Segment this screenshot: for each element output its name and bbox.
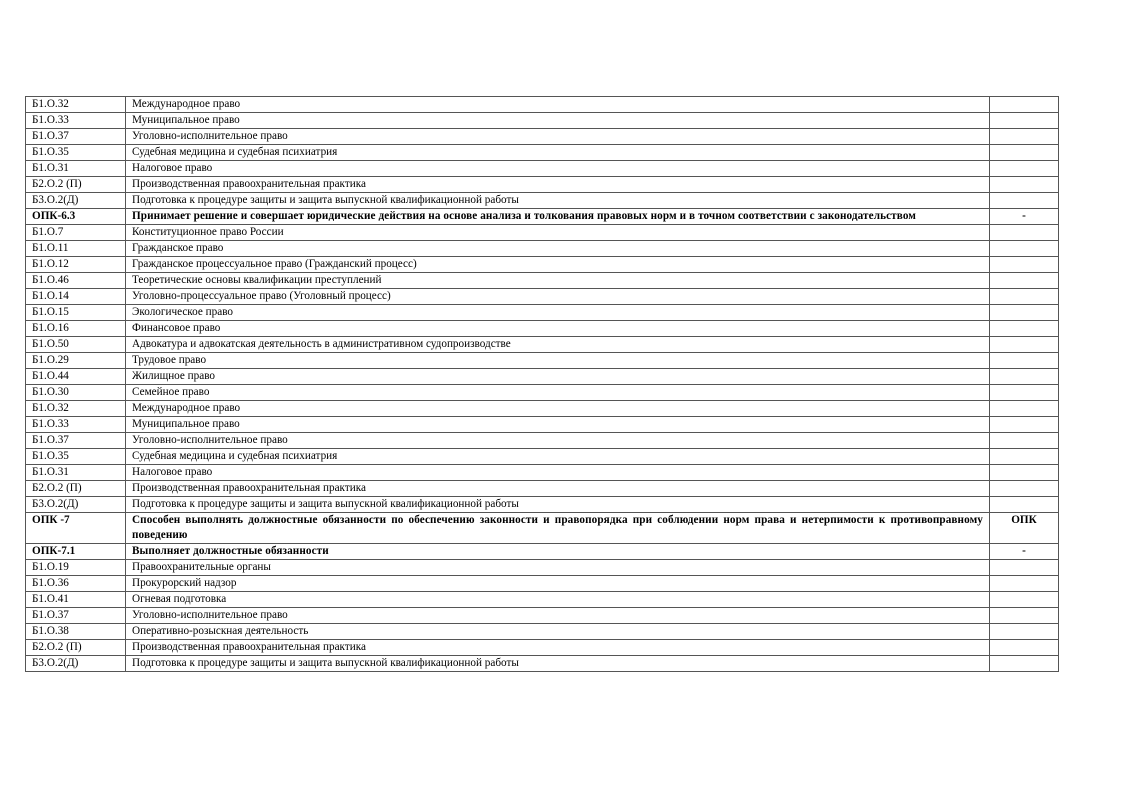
table-body: [26, 97, 1059, 672]
discipline-row: [26, 113, 1059, 129]
row-mark: [990, 97, 1059, 113]
row-mark: -: [990, 544, 1059, 560]
row-code: Б1.О.35: [26, 145, 126, 161]
discipline-row: [26, 433, 1059, 449]
row-code: Б1.О.7: [26, 225, 126, 241]
row-name: Судебная медицина и судебная психиатрия: [126, 449, 990, 465]
row-code: Б1.О.50: [26, 337, 126, 353]
row-name: Международное право: [126, 97, 990, 113]
row-code: Б1.О.12: [26, 257, 126, 273]
row-mark: [990, 161, 1059, 177]
row-mark: [990, 465, 1059, 481]
row-name: Подготовка к процедуре защиты и защита выпускной квалификационной работы: [126, 193, 990, 209]
row-name: Уголовно-процессуальное право (Уголовный процесс): [126, 289, 990, 305]
row-mark: [990, 225, 1059, 241]
row-name: Уголовно-исполнительное право: [126, 129, 990, 145]
row-mark: [990, 241, 1059, 257]
discipline-row: [26, 656, 1059, 672]
row-name: Уголовно-исполнительное право: [126, 608, 990, 624]
row-code: Б2.О.2 (П): [26, 177, 126, 193]
row-mark: [990, 560, 1059, 576]
row-code: Б1.О.16: [26, 321, 126, 337]
row-code: Б1.О.37: [26, 608, 126, 624]
row-name: Подготовка к процедуре защиты и защита выпускной квалификационной работы: [126, 656, 990, 672]
row-name: Гражданское процессуальное право (Гражданский процесс): [126, 257, 990, 273]
discipline-row: [26, 289, 1059, 305]
row-mark: [990, 369, 1059, 385]
row-name: Экологическое право: [126, 305, 990, 321]
row-code: Б1.О.30: [26, 385, 126, 401]
row-code: Б1.О.37: [26, 433, 126, 449]
discipline-row: [26, 608, 1059, 624]
row-name: Правоохранительные органы: [126, 560, 990, 576]
row-mark: -: [990, 209, 1059, 225]
row-mark: [990, 129, 1059, 145]
row-code: Б1.О.37: [26, 129, 126, 145]
row-mark: [990, 576, 1059, 592]
row-code: Б1.О.32: [26, 401, 126, 417]
discipline-row: [26, 161, 1059, 177]
row-code: Б1.О.15: [26, 305, 126, 321]
competency-row: [26, 513, 1059, 544]
row-mark: [990, 624, 1059, 640]
row-name: Жилищное право: [126, 369, 990, 385]
row-code: Б3.О.2(Д): [26, 497, 126, 513]
row-code: Б1.О.46: [26, 273, 126, 289]
row-name: Способен выполнять должностные обязанности по обеспечению законности и правопорядка при соблюдении норм права и нетерпимости к противоправному поведению: [126, 513, 990, 544]
row-mark: [990, 193, 1059, 209]
row-name: Налоговое право: [126, 161, 990, 177]
row-name: Судебная медицина и судебная психиатрия: [126, 145, 990, 161]
discipline-row: [26, 273, 1059, 289]
row-code: Б1.О.14: [26, 289, 126, 305]
row-name: Подготовка к процедуре защиты и защита выпускной квалификационной работы: [126, 497, 990, 513]
row-code: Б1.О.35: [26, 449, 126, 465]
discipline-row: [26, 497, 1059, 513]
row-mark: [990, 257, 1059, 273]
discipline-row: [26, 385, 1059, 401]
discipline-row: [26, 576, 1059, 592]
row-name: Теоретические основы квалификации преступлений: [126, 273, 990, 289]
row-mark: ОПК: [990, 513, 1059, 544]
row-mark: [990, 177, 1059, 193]
discipline-row: [26, 129, 1059, 145]
discipline-row: [26, 193, 1059, 209]
row-code: Б1.О.44: [26, 369, 126, 385]
discipline-row: [26, 369, 1059, 385]
row-name: Семейное право: [126, 385, 990, 401]
row-name: Финансовое право: [126, 321, 990, 337]
row-code: Б1.О.33: [26, 113, 126, 129]
row-name: Производственная правоохранительная практика: [126, 640, 990, 656]
row-mark: [990, 353, 1059, 369]
row-code: Б1.О.31: [26, 161, 126, 177]
discipline-row: [26, 592, 1059, 608]
row-name: Трудовое право: [126, 353, 990, 369]
row-name: Производственная правоохранительная практика: [126, 481, 990, 497]
row-code: Б1.О.31: [26, 465, 126, 481]
row-mark: [990, 321, 1059, 337]
discipline-row: [26, 337, 1059, 353]
discipline-row: [26, 401, 1059, 417]
discipline-row: [26, 321, 1059, 337]
row-mark: [990, 289, 1059, 305]
row-name: Огневая подготовка: [126, 592, 990, 608]
competency-row: [26, 209, 1059, 225]
discipline-row: [26, 241, 1059, 257]
discipline-row: [26, 257, 1059, 273]
row-name: Международное право: [126, 401, 990, 417]
row-mark: [990, 417, 1059, 433]
row-code: Б1.О.19: [26, 560, 126, 576]
row-code: Б1.О.38: [26, 624, 126, 640]
row-name: Муниципальное право: [126, 417, 990, 433]
discipline-row: [26, 225, 1059, 241]
row-code: Б3.О.2(Д): [26, 656, 126, 672]
row-name: Уголовно-исполнительное право: [126, 433, 990, 449]
row-mark: [990, 433, 1059, 449]
row-mark: [990, 656, 1059, 672]
row-mark: [990, 449, 1059, 465]
discipline-row: [26, 560, 1059, 576]
row-name: Принимает решение и совершает юридические действия на основе анализа и толкования правовых норм и в точном соответствии с законодательством: [126, 209, 990, 225]
row-name: Адвокатура и адвокатская деятельность в административном судопроизводстве: [126, 337, 990, 353]
row-code: Б1.О.41: [26, 592, 126, 608]
discipline-row: [26, 481, 1059, 497]
row-name: Гражданское право: [126, 241, 990, 257]
row-name: Налоговое право: [126, 465, 990, 481]
row-mark: [990, 640, 1059, 656]
discipline-row: [26, 417, 1059, 433]
row-mark: [990, 305, 1059, 321]
row-code: Б1.О.32: [26, 97, 126, 113]
row-code: Б3.О.2(Д): [26, 193, 126, 209]
row-code: Б1.О.29: [26, 353, 126, 369]
row-mark: [990, 113, 1059, 129]
discipline-row: [26, 305, 1059, 321]
discipline-row: [26, 449, 1059, 465]
row-name: Конституционное право России: [126, 225, 990, 241]
row-mark: [990, 481, 1059, 497]
discipline-row: [26, 353, 1059, 369]
discipline-row: [26, 640, 1059, 656]
row-mark: [990, 401, 1059, 417]
row-code: ОПК-6.3: [26, 209, 126, 225]
row-mark: [990, 592, 1059, 608]
discipline-row: [26, 465, 1059, 481]
row-name: Муниципальное право: [126, 113, 990, 129]
competency-row: [26, 544, 1059, 560]
discipline-row: [26, 624, 1059, 640]
discipline-row: [26, 145, 1059, 161]
row-code: ОПК-7.1: [26, 544, 126, 560]
row-code: Б1.О.33: [26, 417, 126, 433]
row-code: Б2.О.2 (П): [26, 481, 126, 497]
row-code: Б1.О.11: [26, 241, 126, 257]
row-name: Выполняет должностные обязанности: [126, 544, 990, 560]
row-mark: [990, 273, 1059, 289]
row-name: Оперативно-розыскная деятельность: [126, 624, 990, 640]
row-name: Прокурорский надзор: [126, 576, 990, 592]
row-code: ОПК -7: [26, 513, 126, 544]
competency-table: [25, 96, 1059, 672]
discipline-row: [26, 177, 1059, 193]
discipline-row: [26, 97, 1059, 113]
row-mark: [990, 608, 1059, 624]
row-mark: [990, 385, 1059, 401]
row-mark: [990, 145, 1059, 161]
row-mark: [990, 337, 1059, 353]
row-mark: [990, 497, 1059, 513]
row-name: Производственная правоохранительная практика: [126, 177, 990, 193]
row-code: Б2.О.2 (П): [26, 640, 126, 656]
row-code: Б1.О.36: [26, 576, 126, 592]
